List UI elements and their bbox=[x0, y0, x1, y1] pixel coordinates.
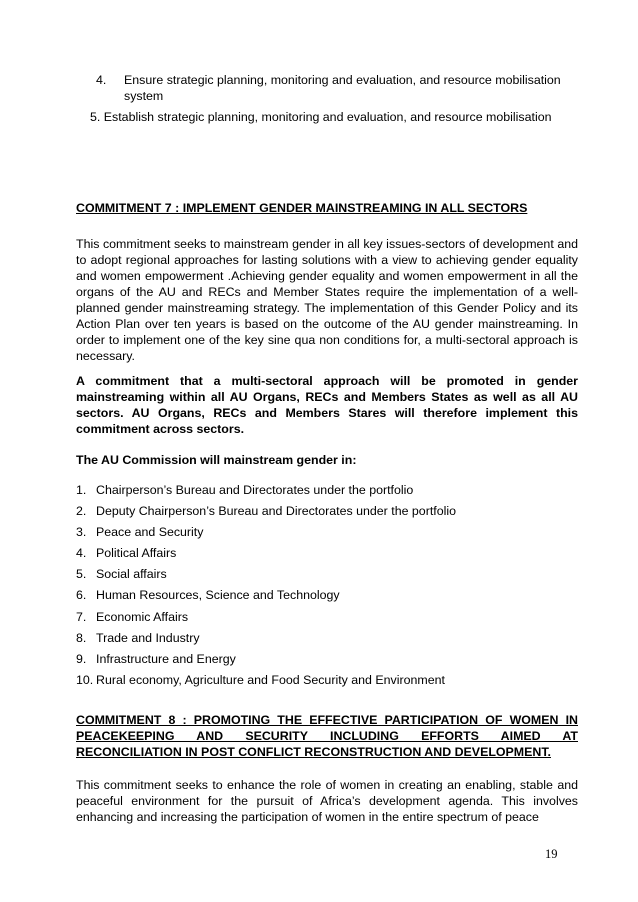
list-item-number: 2. bbox=[76, 504, 87, 519]
commitment-7-heading: COMMITMENT 7 : IMPLEMENT GENDER MAINSTREAMING IN ALL SECTORS bbox=[76, 201, 528, 215]
list-item-text: Peace and Security bbox=[96, 525, 204, 540]
list-item-number: 1. bbox=[76, 483, 87, 497]
list-item-number: 9. bbox=[76, 651, 87, 666]
list-item-number: 10. bbox=[76, 672, 94, 687]
list-item-text: Deputy Chairperson’s Bureau and Directorates under the portfolio bbox=[96, 504, 456, 519]
list-item-number: 5. bbox=[76, 567, 87, 582]
list-item-number: 4. bbox=[96, 73, 107, 87]
list-item-number: 7. bbox=[76, 609, 87, 624]
list-item-text: Economic Affairs bbox=[96, 609, 189, 624]
list-item-number: 8. bbox=[76, 630, 87, 645]
commitment-7-bold-paragraph: A commitment that a multi-sectoral approach will be promoted in gender mainstreaming within all AU Organs, RECs and Members States as well as all AU sectors. AU Organs, RECs and Members Stares will therefore implement this commitment across sectors. bbox=[76, 374, 578, 436]
list-item-text: Rural economy, Agriculture and Food Security and Environment bbox=[96, 672, 445, 687]
list-item-text: Ensure strategic planning, monitoring and evaluation, and resource mobilisation system bbox=[124, 73, 561, 103]
list-item: 5. Establish strategic planning, monitoring and evaluation, and resource mobilisation bbox=[90, 110, 552, 124]
list-item-text: Trade and Industry bbox=[96, 630, 200, 645]
commitment-8-paragraph: This commitment seeks to enhance the role of women in creating an enabling, stable and peaceful environment for the pursuit of Africa’s development agenda. This involves enhancing and increasing the participation of women in the entire spectrum of peace bbox=[76, 778, 578, 824]
commitment-7-paragraph: This commitment seeks to mainstream gender in all key issues-sectors of development and to adopt regional approaches for lasting solutions with a view to achieving gender equality and women empowerment .Achieving gender equality and women empowerment in all the organs of the AU and RECs and Member States require the implementation of a well-planned gender mainstreaming strategy. The implementation of this Gender Policy and its Action Plan over ten years is based on the outcome of the AU gender mainstreaming. In order to implement one of the key sine qua non conditions for, a multi-sectoral approach is necessary. bbox=[76, 237, 578, 363]
list-item-number: 4. bbox=[76, 546, 87, 561]
list-item-text: Infrastructure and Energy bbox=[96, 651, 236, 666]
heading-line: PEACEKEEPING AND SECURITY INCLUDING EFFORTS AIMED AT bbox=[76, 729, 578, 743]
list-item-number: 3. bbox=[76, 525, 87, 540]
list-intro: The AU Commission will mainstream gender in: bbox=[76, 453, 357, 467]
list-item-text: Social affairs bbox=[96, 567, 167, 582]
list-item-text: Political Affairs bbox=[96, 546, 177, 561]
list-item-text: Chairperson’s Bureau and Directorates under the portfolio bbox=[96, 483, 414, 497]
commitment-8-heading bbox=[76, 712, 578, 760]
list-item-number: 6. bbox=[76, 588, 87, 603]
list-item-text: Human Resources, Science and Technology bbox=[96, 588, 340, 603]
page-number: 19 bbox=[545, 847, 558, 861]
heading-line: COMMITMENT 8 : PROMOTING THE EFFECTIVE PARTICIPATION OF WOMEN IN bbox=[76, 713, 578, 727]
heading-line: RECONCILIATION IN POST CONFLICT RECONSTRUCTION AND DEVELOPMENT. bbox=[76, 745, 551, 759]
